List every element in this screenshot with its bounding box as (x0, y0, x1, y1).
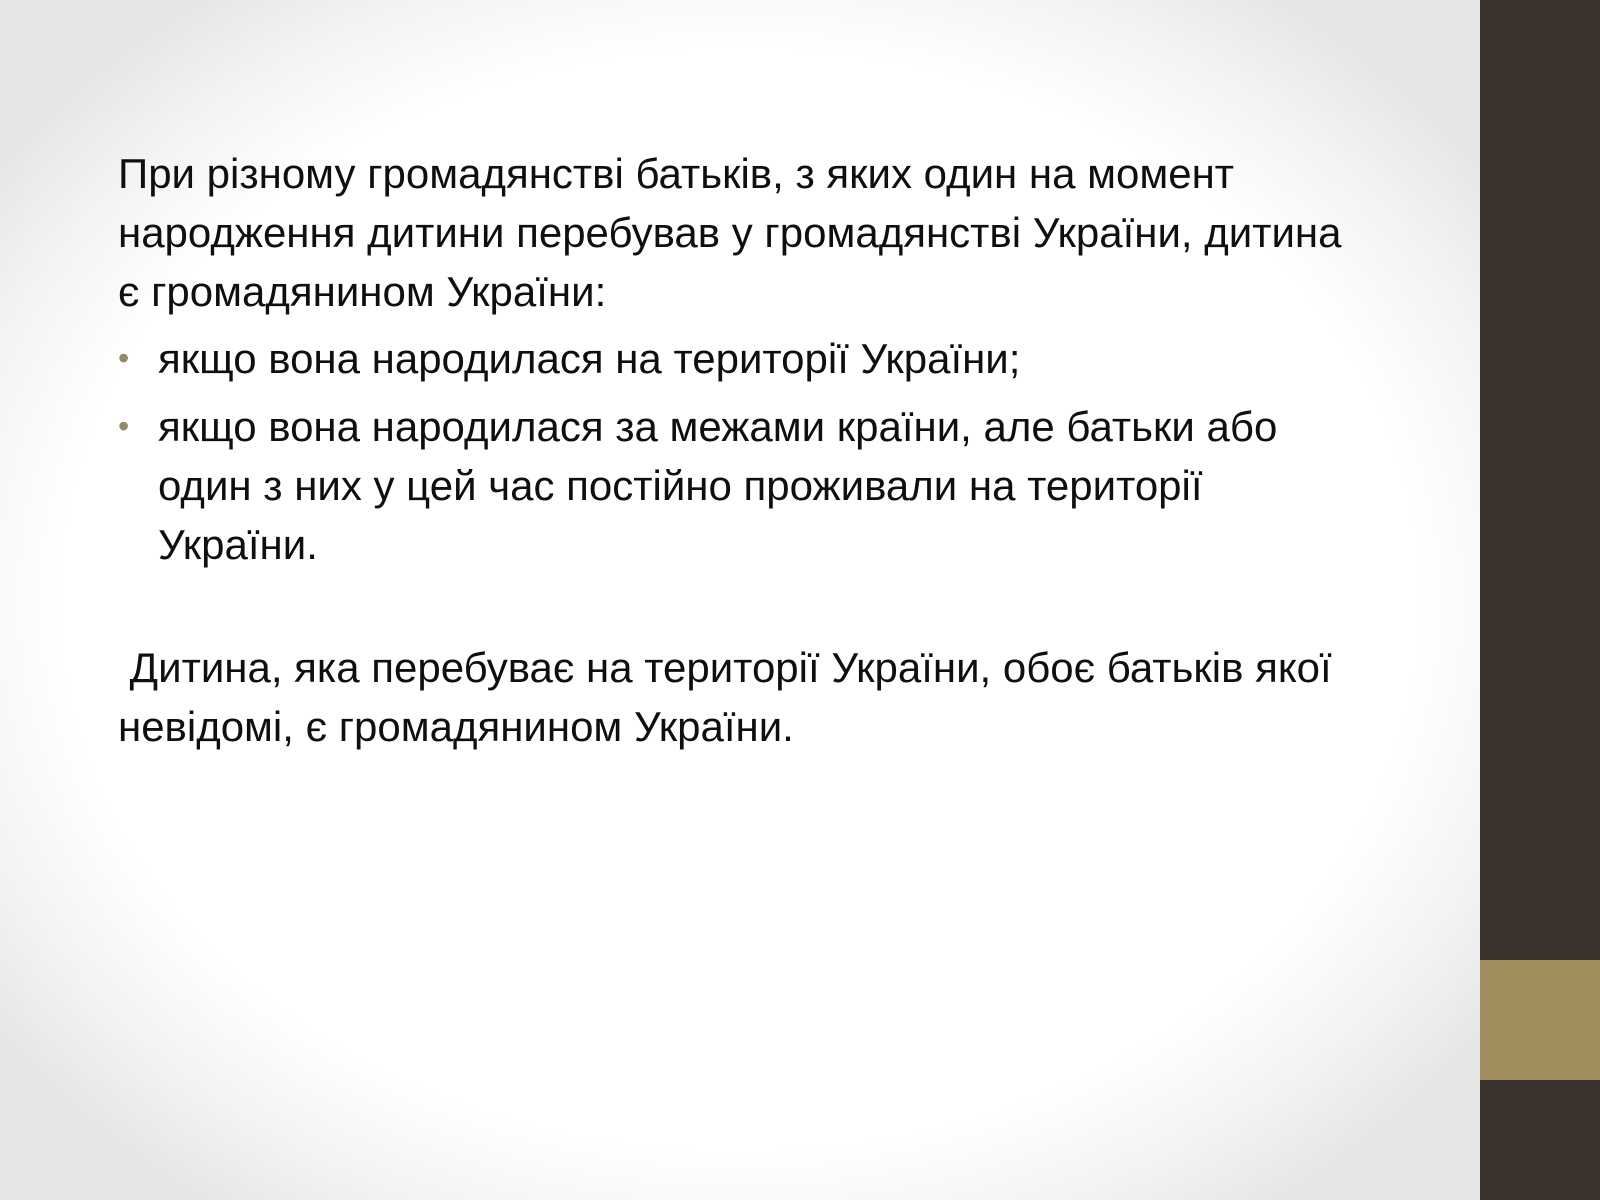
bullet-icon: • (118, 340, 130, 376)
sidebar-dark-band-bottom (1480, 1080, 1600, 1200)
decorative-sidebar (1480, 0, 1600, 1200)
bullet-list (118, 329, 1368, 574)
bullet-icon: • (118, 408, 130, 444)
slide-content (118, 144, 1368, 756)
bullet-text: якщо вона народилася на території України; (158, 335, 1021, 382)
second-paragraph: Дитина, яка перебуває на території України, обоє батьків якої невідомі, є громадянином України. (118, 644, 1344, 750)
intro-paragraph: При різному громадянстві батьків, з яких один на момент народження дитини перебував у громадянстві України, дитина є громадянином України: (118, 150, 1342, 315)
sidebar-accent-band (1480, 960, 1600, 1080)
list-item (118, 397, 1368, 574)
sidebar-dark-band (1480, 0, 1600, 960)
list-item (118, 329, 1368, 388)
bullet-text: якщо вона народилася за межами країни, але батьки або один з них у цей час постійно проживали на території України. (158, 403, 1278, 568)
